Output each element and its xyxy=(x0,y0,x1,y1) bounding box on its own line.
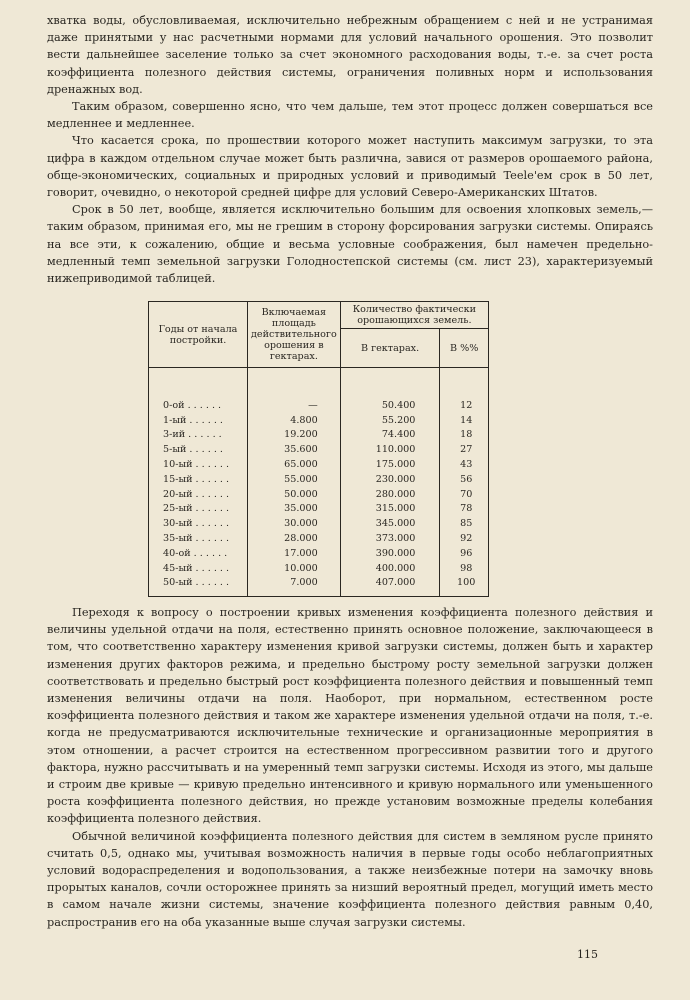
land-load-table xyxy=(148,301,489,593)
cell-hectares: 373.000 xyxy=(340,531,440,546)
text-block-bottom xyxy=(47,604,653,931)
cell-area: 7.000 xyxy=(248,576,341,597)
cell-hectares: 315.000 xyxy=(340,502,440,517)
cell-hectares: 400.000 xyxy=(340,561,440,576)
cell-year: 45-ый . . . . . . xyxy=(149,561,248,576)
cell-hectares: 110.000 xyxy=(340,442,440,457)
cell-area: 65.000 xyxy=(248,457,341,472)
cell-area: 30.000 xyxy=(248,516,341,531)
table-row xyxy=(149,428,489,443)
cell-area: 55.000 xyxy=(248,472,341,487)
cell-year: 35-ый . . . . . . xyxy=(149,531,248,546)
cell-area: 35.600 xyxy=(248,442,341,457)
table-row xyxy=(149,472,489,487)
cell-percent: 98 xyxy=(460,562,473,574)
paragraph: хватка воды, обусловливаемая, исключительно небрежным обращением с ней и не устранимая даже принятыми у нас расчетными нормами для условий начального орошения. Это позволит вести дальнейшее заселение только за счет экономного расходования воды, т.-е. за счет роста коэффициента полезного действия системы, ограничения поливных норм и использования дренажных вод. xyxy=(47,14,653,96)
cell-area: 35.000 xyxy=(248,502,341,517)
cell-percent: 96 xyxy=(460,547,473,559)
cell-percent: 70 xyxy=(460,488,473,500)
cell-hectares: 407.000 xyxy=(340,576,440,597)
cell-hectares: 390.000 xyxy=(340,546,440,561)
cell-year: 25-ый . . . . . . xyxy=(149,502,248,517)
cell-area: 19.200 xyxy=(248,428,341,443)
cell-year: 30-ый . . . . . . xyxy=(149,516,248,531)
paragraph: Переходя к вопросу о построении кривых изменения коэффициента полезного действия и величины удельной отдачи на поля, естественно принять основное положение, заключающееся в том, что соответственно характеру изменения кривой загрузки системы, должен быть и характер изменения других факторов режима, и предельно быстрому росту земельной загрузки должен соответствовать и предельно быстрый рост коэффициента полезного действия и повышенный темп изменения величины отдачи на поля. Наоборот, при нормальном, естественном росте коэффициента полезного действия и таком же характере изменения удельной отдачи на поля, т.-е. когда не предусматриваются исключительные технические и организационные мероприятия в этом отношении, а расчет строится на естественном прогрессивном развитии того и другого фактора, нужно рассчитывать и на умеренный темп загрузки системы. Исходя из этого, мы дальше и строим две кривые — кривую предельно интенсивного и кривую нормального или уменьшенного роста коэффициента полезного действия, но прежде установим возможные пределы колебания коэффициента полезного действия. xyxy=(47,606,653,826)
cell-area: 28.000 xyxy=(248,531,341,546)
cell-hectares: 55.200 xyxy=(340,413,440,428)
cell-year: 20-ый . . . . . . xyxy=(149,487,248,502)
cell-percent: 18 xyxy=(460,429,473,441)
text-block-top xyxy=(47,12,653,287)
table-row xyxy=(149,516,489,531)
table-row xyxy=(149,502,489,517)
cell-area: 4.800 xyxy=(248,413,341,428)
cell-year: 40-ой . . . . . . xyxy=(149,546,248,561)
table-row xyxy=(149,442,489,457)
header-hectares: В гектарах. xyxy=(340,329,440,368)
cell-hectares: 175.000 xyxy=(340,457,440,472)
header-percent: В %% xyxy=(440,329,489,368)
paragraph: Обычной величиной коэффициента полезного действия для систем в земляном русле принято считать 0,5, однако мы, учитывая возможность наличия в первые годы особо неблагоприятных условий водораспределения и водопользования, а также неизбежные потери на замочку вновь прорытых каналов, сочли осторожнее принять за низший вероятный предел, могущий иметь место в самом начале жизни системы, значение коэффициента полезного действия равным 0,40, распространив его на оба указанные выше случая загрузки системы. xyxy=(47,829,653,929)
cell-area: 17.000 xyxy=(248,546,341,561)
cell-hectares: 230.000 xyxy=(340,472,440,487)
cell-percent: 85 xyxy=(460,518,473,530)
table-row xyxy=(149,546,489,561)
table-row xyxy=(149,576,489,597)
cell-area: 50.000 xyxy=(248,487,341,502)
cell-hectares: 280.000 xyxy=(340,487,440,502)
table-row xyxy=(149,561,489,576)
cell-area: 10.000 xyxy=(248,561,341,576)
header-years: Годы от начала постройки. xyxy=(149,302,248,368)
page-number: 115 xyxy=(577,948,598,961)
header-actual: Количество фактически орошающихся земель. xyxy=(340,302,488,329)
cell-year: 3-ий . . . . . . xyxy=(149,428,248,443)
cell-percent: 56 xyxy=(460,473,473,485)
cell-year: 10-ый . . . . . . xyxy=(149,457,248,472)
cell-area: — xyxy=(248,368,341,413)
cell-hectares: 345.000 xyxy=(340,516,440,531)
table-row xyxy=(149,487,489,502)
cell-percent: 43 xyxy=(460,459,473,471)
table-row xyxy=(149,457,489,472)
cell-percent: 12 xyxy=(460,399,473,411)
data-table xyxy=(148,301,489,597)
cell-year: 1-ый . . . . . . xyxy=(149,413,248,428)
table-row xyxy=(149,531,489,546)
header-area: Включаемая площадь действительного орошения в гектарах. xyxy=(248,302,341,368)
cell-percent: 78 xyxy=(460,503,473,515)
cell-percent: 100 xyxy=(440,576,489,597)
cell-percent: 27 xyxy=(460,444,473,456)
cell-year: 15-ый . . . . . . xyxy=(149,472,248,487)
cell-year: 50-ый . . . . . . xyxy=(149,576,248,597)
table-row xyxy=(149,368,489,413)
cell-hectares: 50.400 xyxy=(340,368,440,413)
paragraph: Что касается срока, по прошествии которого может наступить максимум загрузки, то эта цифра в каждом отдельном случае может быть различна, завися от размеров орошаемого района, обще-экономических, социальных и природных условий и приводимый Teele'ем срок в 50 лет, говорит, очевидно, о некоторой средней цифре для условий Северо-Американских Штатов. xyxy=(47,134,653,200)
cell-year: 5-ый . . . . . . xyxy=(149,442,248,457)
cell-hectares: 74.400 xyxy=(340,428,440,443)
paragraph: Таким образом, совершенно ясно, что чем дальше, тем этот процесс должен совершаться все медленнее и медленнее. xyxy=(47,100,653,131)
cell-year: 0-ой . . . . . . xyxy=(149,368,248,413)
cell-percent: 14 xyxy=(460,414,473,426)
table-row xyxy=(149,413,489,428)
cell-percent: 92 xyxy=(460,533,473,545)
paragraph: Срок в 50 лет, вообще, является исключительно большим для освоения хлопковых земель,—таким образом, принимая его, мы не грешим в сторону форсирования загрузки системы. Опираясь на все эти, к сожалению, общие и весьма условные соображения, был намечен предельно-медленный темп земельной загрузки Голодностепской системы (см. лист 23), характеризуемый нижеприводимой таблицей. xyxy=(47,203,653,286)
